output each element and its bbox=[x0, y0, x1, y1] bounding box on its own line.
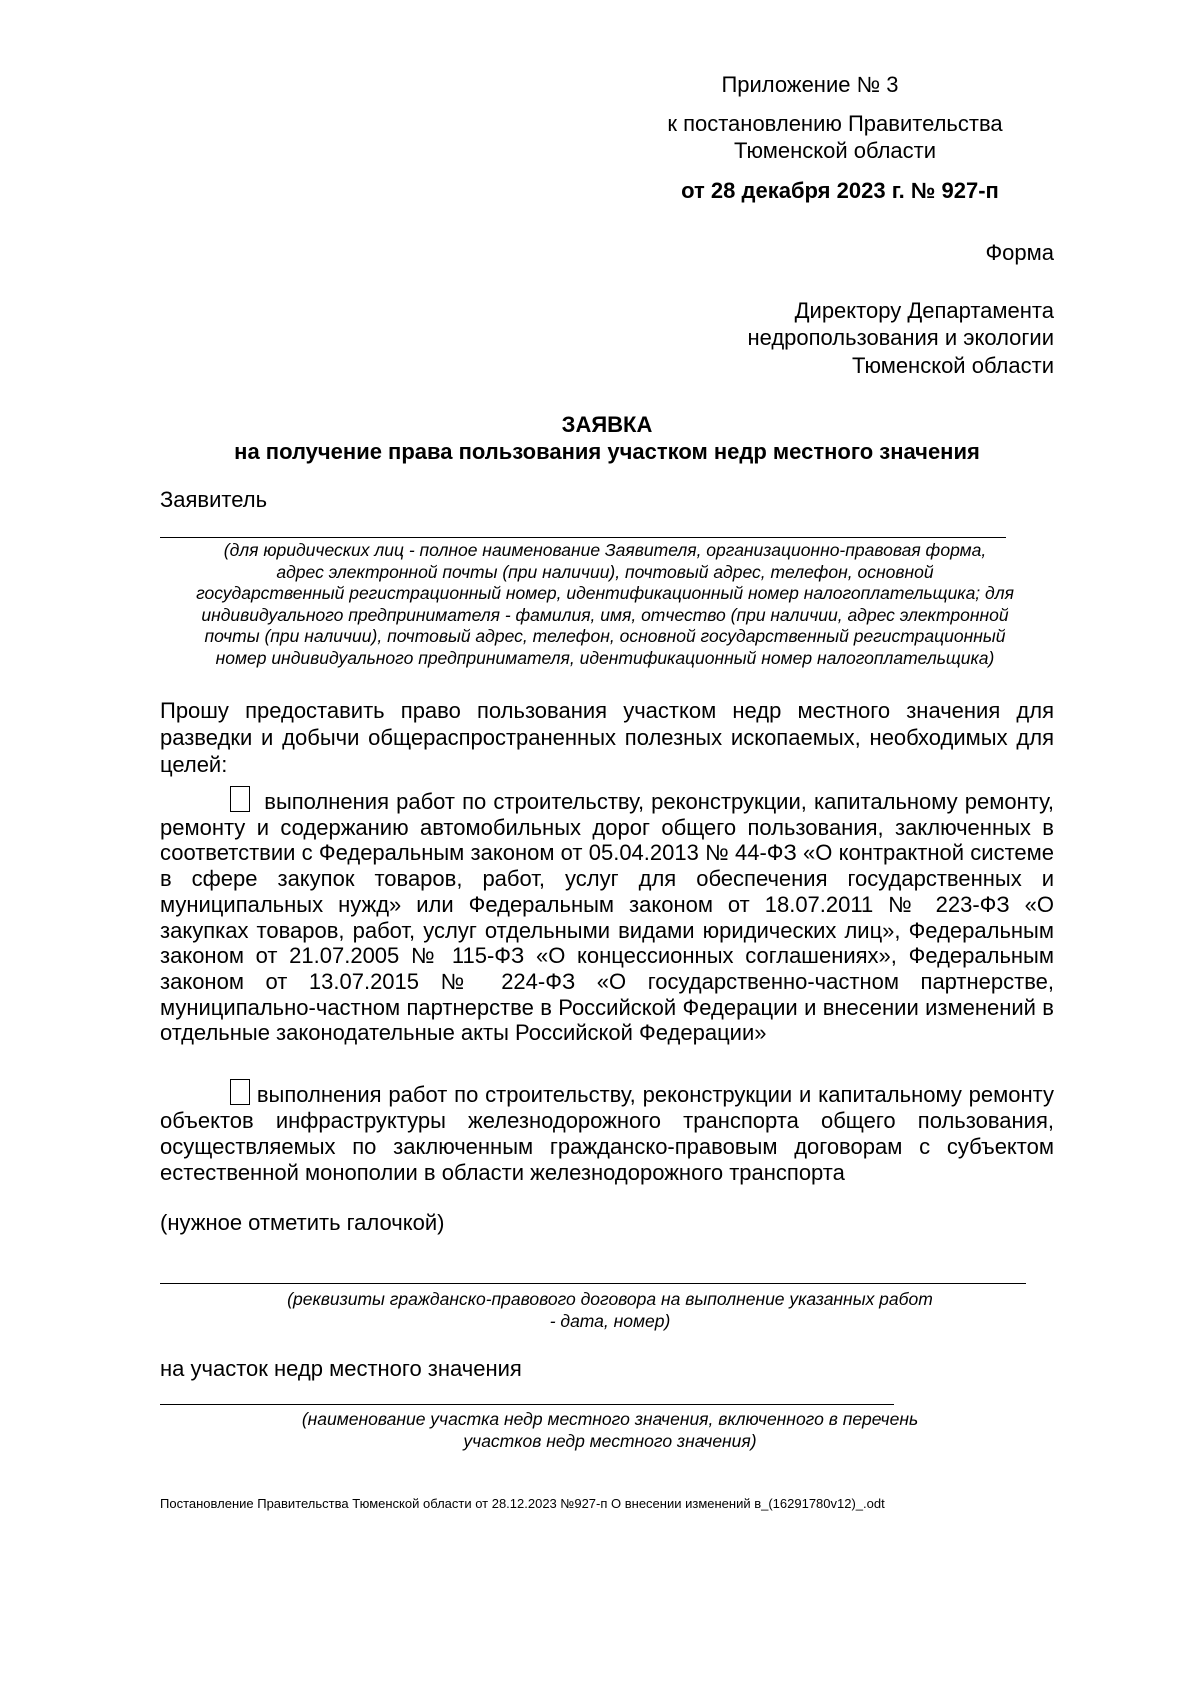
option-road-works bbox=[160, 786, 1054, 1046]
site-label: на участок недр местного значения bbox=[160, 1356, 522, 1381]
contract-hint-line: - дата, номер) bbox=[549, 1311, 671, 1331]
mark-note: (нужное отметить галочкой) bbox=[160, 1210, 445, 1235]
request-paragraph: Прошу предоставить право пользования участком недр местного значения для разведки и добычи общераспространенных полезных ископаемых, необходимых для целей: bbox=[160, 698, 1054, 777]
site-hint-line: участков недр местного значения) bbox=[463, 1431, 757, 1451]
contract-details-input-line[interactable] bbox=[160, 1283, 1026, 1284]
applicant-hint-line: адрес электронной почты (при наличии), почтовый адрес, телефон, основной bbox=[276, 561, 934, 582]
addressee-line-1: Директору Департамента bbox=[794, 298, 1054, 323]
document-subtitle: на получение права пользования участком недр местного значения bbox=[234, 439, 980, 464]
resolution-region: Тюменской области bbox=[733, 138, 937, 163]
contract-hint bbox=[160, 1288, 1060, 1332]
site-name-input-line[interactable] bbox=[160, 1404, 894, 1405]
applicant-hint-line: почты (при наличии), почтовый адрес, телефон, основной государственный регистрационный bbox=[204, 626, 1006, 646]
addressee-line-2: недропользования и экологии bbox=[747, 325, 1054, 350]
option-railway-works bbox=[160, 1079, 1054, 1186]
document-footer: Постановление Правительства Тюменской области от 28.12.2023 №927-п О внесении изменений в_(16291780v12)_.odt bbox=[160, 1496, 885, 1511]
form-label: Форма bbox=[985, 240, 1054, 265]
applicant-hint-line: индивидуального предпринимателя - фамилия, имя, отчество (при наличии, адрес электронной bbox=[201, 604, 1009, 625]
addressee-line-3: Тюменской области bbox=[851, 353, 1054, 378]
site-hint bbox=[200, 1408, 1020, 1452]
option-road-works-checkbox[interactable] bbox=[230, 786, 250, 812]
option-road-works-text: выполнения работ по строительству, реконструкции, капитальному ремонту, ремонту и содержанию автомобильных дорог общего пользования, заключенных в соответствии с Федеральным законом от 05.04.2013 № 44-ФЗ «О контрактной системе в сфере закупок товаров, работ, услуг для обеспечения государственных и муниципальных нужд» или Федеральным законом от 18.07.2011 № 223-ФЗ «О закупках товаров, работ, услуг отдельными видами юридических лиц», Федеральным законом от 21.07.2005 № 115-ФЗ «О концессионных соглашениях», Федеральным законом от 13.07.2015 № 224-ФЗ «О государственно-частном партнерстве, муниципально-частном партнерстве в Российской Федерации и внесении изменений в отдельные законодательные акты Российской Федерации» bbox=[160, 789, 1054, 1046]
applicant-label: Заявитель bbox=[160, 487, 268, 512]
applicant-hint-line: государственный регистрационный номер, идентификационный номер налогоплательщика; для bbox=[196, 583, 1014, 603]
site-hint-line: (наименование участка недр местного значения, включенного в перечень bbox=[301, 1409, 919, 1429]
option-railway-works-text: выполнения работ по строительству, реконструкции и капитальному ремонту объектов инфраструктуры железнодорожного транспорта общего пользования, осуществляемых по заключенным гражданско-правовым договорам с субъектом естественной монополии в области железнодорожного транспорта bbox=[160, 1082, 1054, 1185]
resolution-date-number: от 28 декабря 2023 г. № 927-п bbox=[681, 178, 999, 203]
applicant-input-line[interactable] bbox=[160, 537, 1006, 538]
document-title: ЗАЯВКА bbox=[561, 412, 653, 437]
applicant-hint bbox=[150, 540, 1060, 669]
option-railway-works-checkbox[interactable] bbox=[230, 1079, 250, 1105]
resolution-reference: к постановлению Правительства bbox=[667, 111, 1003, 136]
applicant-hint-line: номер индивидуального предпринимателя, идентификационный номер налогоплательщика) bbox=[215, 647, 995, 668]
contract-hint-line: (реквизиты гражданско-правового договора на выполнение указанных работ bbox=[287, 1289, 933, 1309]
applicant-hint-line: (для юридических лиц - полное наименование Заявителя, организационно-правовая форма, bbox=[223, 540, 987, 560]
appendix-number: Приложение № 3 bbox=[721, 72, 899, 97]
